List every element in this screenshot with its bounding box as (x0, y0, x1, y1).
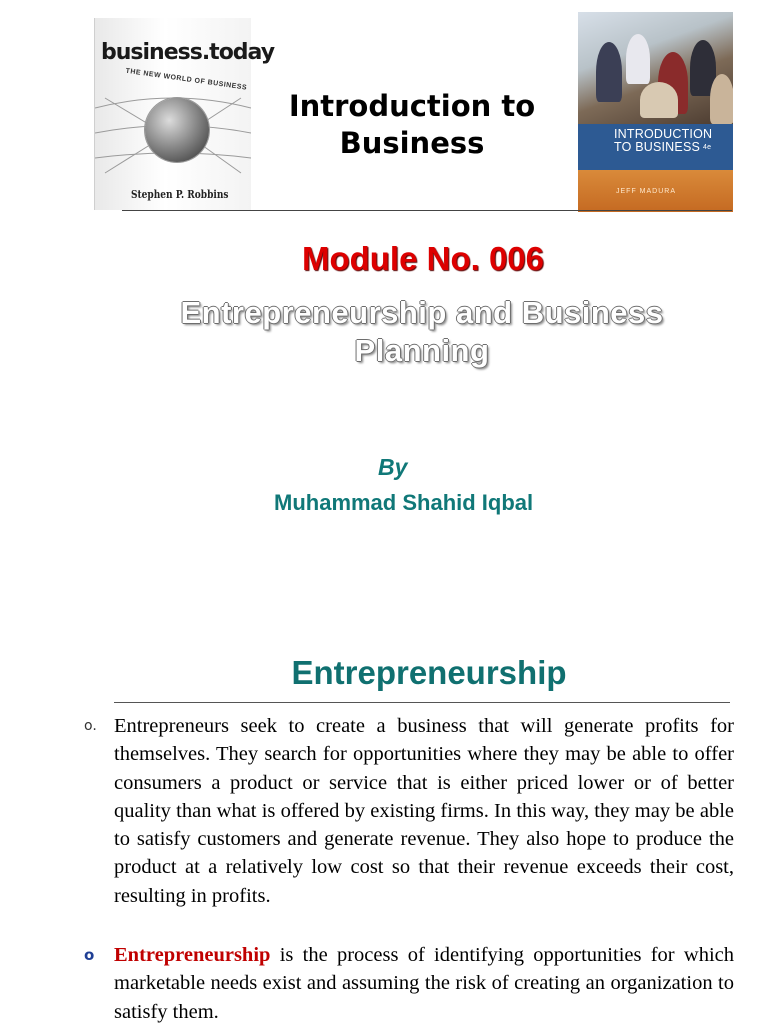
page-title (256, 88, 568, 162)
title-divider (122, 210, 732, 211)
globe-icon (145, 98, 209, 162)
right-book-author: JEFF MADURA (616, 188, 676, 195)
module-subtitle: Entrepreneurship and Business Planning (180, 295, 664, 368)
left-book-title: business.today (101, 40, 275, 65)
module-number: Module No. 006 (301, 240, 545, 277)
right-book-edition: 4e (703, 144, 712, 151)
list-item (84, 941, 734, 1026)
business-meeting-photo (578, 12, 733, 124)
entrepreneurship-slide (0, 620, 768, 1024)
title-line-1: Introduction to (288, 89, 536, 123)
slide-heading: Entrepreneurship (291, 654, 567, 691)
left-book-author: Stephen P. Robbins (131, 188, 229, 201)
heading-divider (114, 702, 730, 703)
defined-term: Entrepreneurship (114, 944, 271, 966)
by-label: By (378, 454, 408, 480)
bullet-text: Entrepreneurs seek to create a business that will generate profits for themselves. They search for opportunities where they may be able to offer consumers a product or service that is either priced lower or of better quality than what is offered by existing firms. In this way, they may be able to satisfy customers and generate revenue. They also hope to produce the product at a relatively low cost so that their revenue exceeds their cost, resulting in profits. (114, 715, 734, 907)
bullet-marker-icon: o. (84, 718, 97, 734)
list-item (84, 712, 734, 910)
left-book-tagline: THE NEW WORLD OF BUSINESS (125, 67, 248, 92)
right-book-title: INTRODUCTION TO BUSINESS $^{4e}$ (614, 127, 713, 154)
presenter-name: Muhammad Shahid Iqbal (274, 490, 534, 515)
introduction-to-business-book-cover (578, 12, 733, 212)
bullet-text: Entrepreneurship is the process of identifying opportunities for which marketable needs exist and assuming the risk of creating an organization to satisfy them. (114, 944, 734, 1023)
title-line-2: Business (339, 126, 485, 160)
bullet-marker-icon: o (84, 946, 95, 964)
business-today-book-cover (94, 18, 275, 210)
